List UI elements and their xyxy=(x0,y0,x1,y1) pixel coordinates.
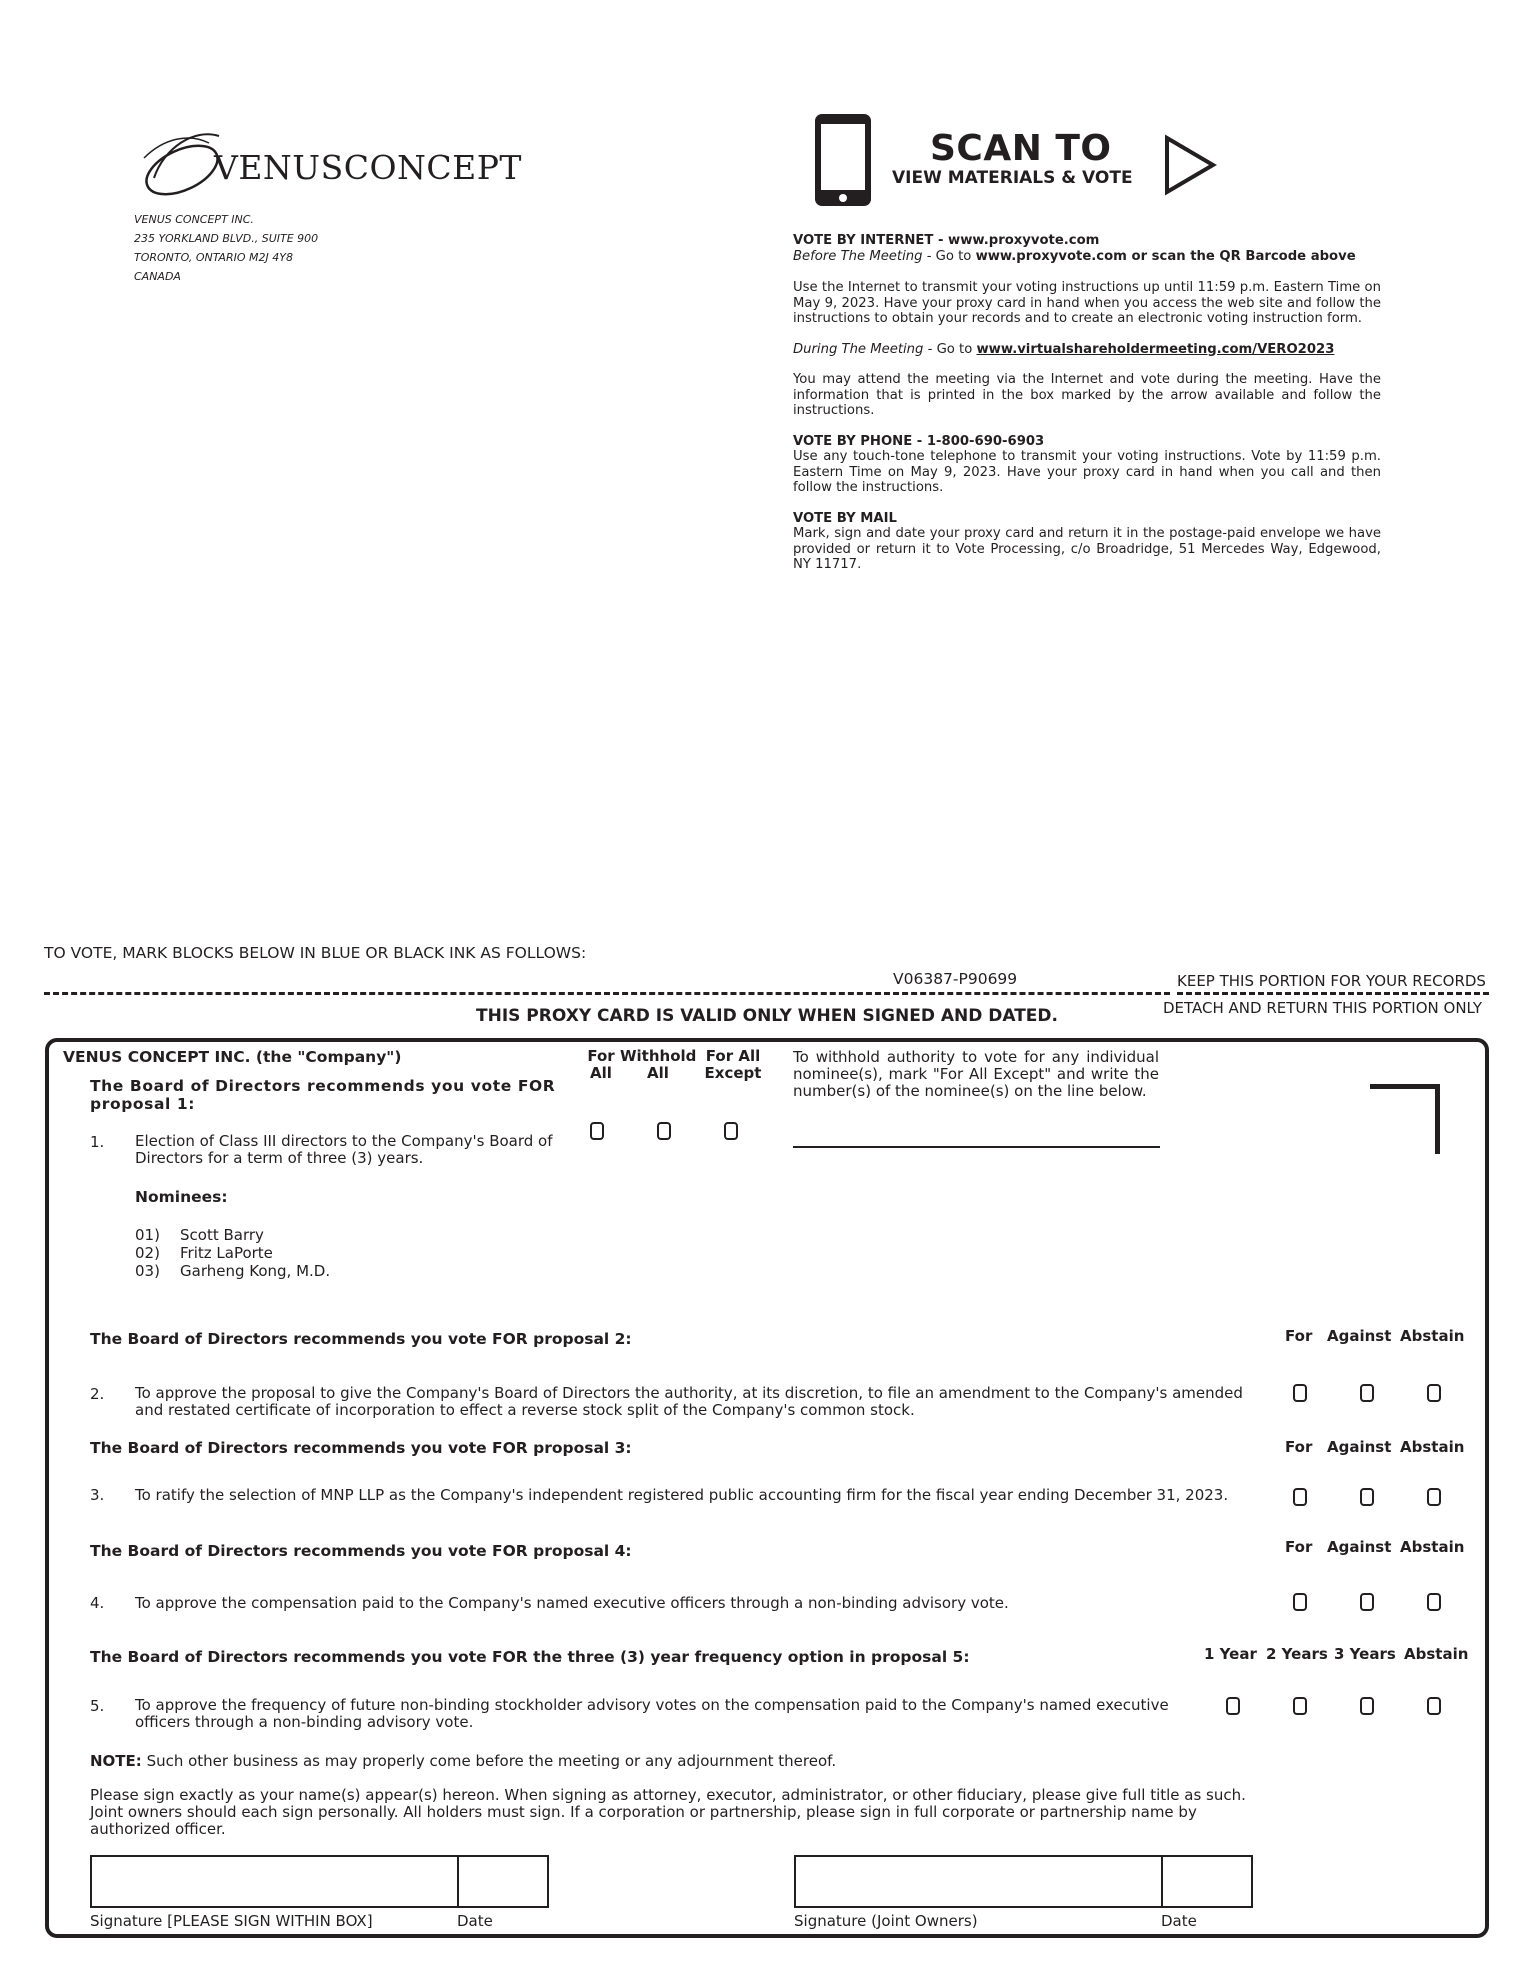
p3-against-checkbox[interactable] xyxy=(1360,1488,1374,1506)
col-withhold-2: All xyxy=(647,1064,669,1082)
vote-withhold-all-checkbox[interactable] xyxy=(657,1122,671,1140)
internet-heading: VOTE BY INTERNET - www.proxyvote.com xyxy=(793,233,1100,248)
p4-against-checkbox[interactable] xyxy=(1360,1593,1374,1611)
nominee-name: Fritz LaPorte xyxy=(180,1244,273,1262)
internet-body: Use the Internet to transmit your voting instructions up until 11:59 p.m. Eastern Time on May 9, 2023. Have your proxy card in hand when you access the web site and follow the instructions to obtain your records and to create an electronic voting instruction form. xyxy=(793,280,1381,326)
internet-attend: You may attend the meeting via the Internet and vote during the meeting. Have the information that is printed in the box marked by the arrow available and follow the instructions. xyxy=(793,372,1381,418)
proposal-2-text: To approve the proposal to give the Company's Board of Directors the authority, at its discretion, to file an amendment to the Company's amended and restated certificate of incorporation to effect a reverse stock split of the Company's common stock. xyxy=(135,1384,1243,1419)
arrow-right-icon xyxy=(1163,134,1219,196)
proposal-1-text: Election of Class III directors to the Company's Board of Directors for a term of three (3) years. xyxy=(135,1132,553,1167)
p4-for-checkbox[interactable] xyxy=(1293,1593,1307,1611)
p2-abstain-checkbox[interactable] xyxy=(1427,1384,1441,1402)
phone-body: Use any touch-tone telephone to transmit your voting instructions. Vote by 11:59 p.m. Eastern Time on May 9, 2023. Have your proxy card in hand when you call and then follow the instructions. xyxy=(793,449,1381,495)
proposal-5-recommendation: The Board of Directors recommends you vote FOR the three (3) year frequency option in proposal 5: xyxy=(90,1648,970,1666)
p5-3-years-checkbox[interactable] xyxy=(1360,1697,1374,1715)
scan-subtitle: VIEW MATERIALS & VOTE xyxy=(892,168,1133,188)
col-1-year: 1 Year xyxy=(1204,1645,1257,1663)
nominee-item xyxy=(135,1226,330,1244)
vote-for-all-except-checkbox[interactable] xyxy=(724,1122,738,1140)
sign-instructions: Please sign exactly as your name(s) appear(s) hereon. When signing as attorney, executor, administrator, or other fiduciary, please give full title as such. Joint owners should each sign personally. All holders must sign. If a corporation or partnership, please sign in full corporate or partnership name by authorized officer. xyxy=(90,1786,1246,1838)
during-text: - Go to xyxy=(923,341,977,357)
proposal-5-text: To approve the frequency of future non-binding stockholder advisory votes on the compensation paid to the Company's named executive officers through a non-binding advisory vote. xyxy=(135,1696,1169,1731)
nominee-name: Scott Barry xyxy=(180,1226,264,1244)
p2-against-checkbox[interactable] xyxy=(1360,1384,1374,1402)
address-line: TORONTO, ONTARIO M2J 4Y8 xyxy=(134,251,293,264)
proposal-3-recommendation: The Board of Directors recommends you vote FOR proposal 3: xyxy=(90,1439,632,1457)
col-abstain: Abstain xyxy=(1404,1645,1469,1663)
col-abstain: Abstain xyxy=(1400,1438,1465,1456)
note-label: NOTE: xyxy=(90,1752,142,1770)
joint-signature-box[interactable] xyxy=(794,1855,1163,1908)
virtual-meeting-link[interactable]: www.virtualshareholdermeeting.com/VERO2023 xyxy=(976,341,1335,357)
col-for: For xyxy=(1285,1438,1313,1456)
nominee-list xyxy=(135,1226,330,1280)
nominees-label: Nominees: xyxy=(135,1188,228,1206)
col-withhold-all xyxy=(620,1048,696,1082)
joint-date-box[interactable] xyxy=(1161,1855,1253,1908)
address-line: VENUS CONCEPT INC. xyxy=(134,213,254,226)
proposal-3-number: 3. xyxy=(90,1486,105,1504)
proposal-4-recommendation: The Board of Directors recommends you vote FOR proposal 4: xyxy=(90,1542,632,1560)
signature-box[interactable] xyxy=(90,1855,459,1908)
during-label: During The Meeting xyxy=(793,341,924,357)
proposal-5-number: 5. xyxy=(90,1697,105,1715)
scan-title: SCAN TO xyxy=(930,128,1112,169)
corner-mark xyxy=(1370,1084,1440,1154)
company-name: VENUS CONCEPT INC. (the "Company") xyxy=(63,1048,402,1066)
col-against: Against xyxy=(1327,1438,1392,1456)
p5-1-year-checkbox[interactable] xyxy=(1226,1697,1240,1715)
phone-icon xyxy=(813,112,873,208)
proposal-1-number: 1. xyxy=(90,1133,105,1151)
col-except-2: Except xyxy=(704,1064,762,1082)
note-text: Such other business as may properly come before the meeting or any adjournment thereof. xyxy=(141,1752,837,1770)
nominee-item xyxy=(135,1244,330,1262)
company-address xyxy=(134,210,318,286)
col-against: Against xyxy=(1327,1538,1392,1556)
nominee-num: 03) xyxy=(135,1262,160,1280)
joint-date-label: Date xyxy=(1161,1912,1197,1930)
logo-wordmark: VENUSCONCEPT xyxy=(214,148,522,187)
p5-2-years-checkbox[interactable] xyxy=(1293,1697,1307,1715)
note xyxy=(90,1752,836,1770)
p3-abstain-checkbox[interactable] xyxy=(1427,1488,1441,1506)
vote-for-all-checkbox[interactable] xyxy=(590,1122,604,1140)
logo-swirl-icon xyxy=(134,118,224,208)
proposal-1-recommendation: The Board of Directors recommends you vote FOR proposal 1: xyxy=(90,1077,556,1113)
nominee-name: Garheng Kong, M.D. xyxy=(180,1262,331,1280)
col-3-years: 3 Years xyxy=(1334,1645,1396,1663)
address-line: CANADA xyxy=(134,270,181,283)
company-logo xyxy=(134,118,522,208)
before-label: Before The Meeting xyxy=(793,248,923,264)
col-for-all-except xyxy=(700,1048,766,1082)
col-except-1: For All xyxy=(705,1047,761,1065)
col-for-all-2: All xyxy=(590,1064,612,1082)
proposal-2-recommendation: The Board of Directors recommends you vote FOR proposal 2: xyxy=(90,1330,632,1348)
keep-portion-label: KEEP THIS PORTION FOR YOUR RECORDS xyxy=(1177,972,1486,990)
voting-instructions xyxy=(793,233,1381,573)
col-for: For xyxy=(1285,1538,1313,1556)
col-2-years: 2 Years xyxy=(1266,1645,1328,1663)
p3-for-checkbox[interactable] xyxy=(1293,1488,1307,1506)
before-link[interactable]: www.proxyvote.com or scan the QR Barcode above xyxy=(975,248,1356,264)
before-text: - Go to xyxy=(922,248,976,264)
proposal-4-number: 4. xyxy=(90,1594,105,1612)
nominee-item xyxy=(135,1262,330,1280)
proposal-2-number: 2. xyxy=(90,1385,105,1403)
detach-portion-label: DETACH AND RETURN THIS PORTION ONLY xyxy=(1163,999,1483,1017)
internet-before xyxy=(793,249,1381,265)
detach-line xyxy=(44,992,1170,995)
date-label: Date xyxy=(457,1912,493,1930)
col-withhold-1: Withhold xyxy=(620,1047,697,1065)
p4-abstain-checkbox[interactable] xyxy=(1427,1593,1441,1611)
valid-notice: THIS PROXY CARD IS VALID ONLY WHEN SIGNED AND DATED. xyxy=(476,1006,1058,1026)
proposal-4-text: To approve the compensation paid to the Company's named executive officers through a non-binding advisory vote. xyxy=(135,1594,1009,1612)
col-for-all-1: For xyxy=(587,1047,615,1065)
keep-underline xyxy=(1177,992,1489,995)
col-for: For xyxy=(1285,1327,1313,1345)
p5-abstain-checkbox[interactable] xyxy=(1427,1697,1441,1715)
nominee-number-input[interactable] xyxy=(793,1146,1160,1148)
phone-heading: VOTE BY PHONE - 1-800-690-6903 xyxy=(793,433,1045,449)
mail-body: Mark, sign and date your proxy card and return it in the postage-paid envelope we have provided or return it to Vote Processing, c/o Broadridge, 51 Mercedes Way, Edgewood, NY 11717. xyxy=(793,526,1381,572)
date-box[interactable] xyxy=(457,1855,549,1908)
p2-for-checkbox[interactable] xyxy=(1293,1384,1307,1402)
control-code: V06387-P90699 xyxy=(893,970,1018,988)
withhold-instructions: To withhold authority to vote for any individual nominee(s), mark "For All Except" and write the number(s) of the nominee(s) on the line below. xyxy=(793,1048,1159,1100)
mark-instructions: TO VOTE, MARK BLOCKS BELOW IN BLUE OR BLACK INK AS FOLLOWS: xyxy=(44,944,587,962)
col-abstain: Abstain xyxy=(1400,1327,1465,1345)
mail-heading: VOTE BY MAIL xyxy=(793,510,897,526)
address-line: 235 YORKLAND BLVD., SUITE 900 xyxy=(134,232,319,245)
col-abstain: Abstain xyxy=(1400,1538,1465,1556)
nominee-num: 01) xyxy=(135,1226,160,1244)
nominee-num: 02) xyxy=(135,1244,160,1262)
signature-label: Signature [PLEASE SIGN WITHIN BOX] xyxy=(90,1912,373,1930)
internet-during xyxy=(793,342,1381,358)
joint-signature-label: Signature (Joint Owners) xyxy=(794,1912,978,1930)
proposal-3-text: To ratify the selection of MNP LLP as the Company's independent registered public accounting firm for the fiscal year ending December 31, 2023. xyxy=(135,1486,1229,1504)
col-for-all xyxy=(583,1048,619,1082)
col-against: Against xyxy=(1327,1327,1392,1345)
